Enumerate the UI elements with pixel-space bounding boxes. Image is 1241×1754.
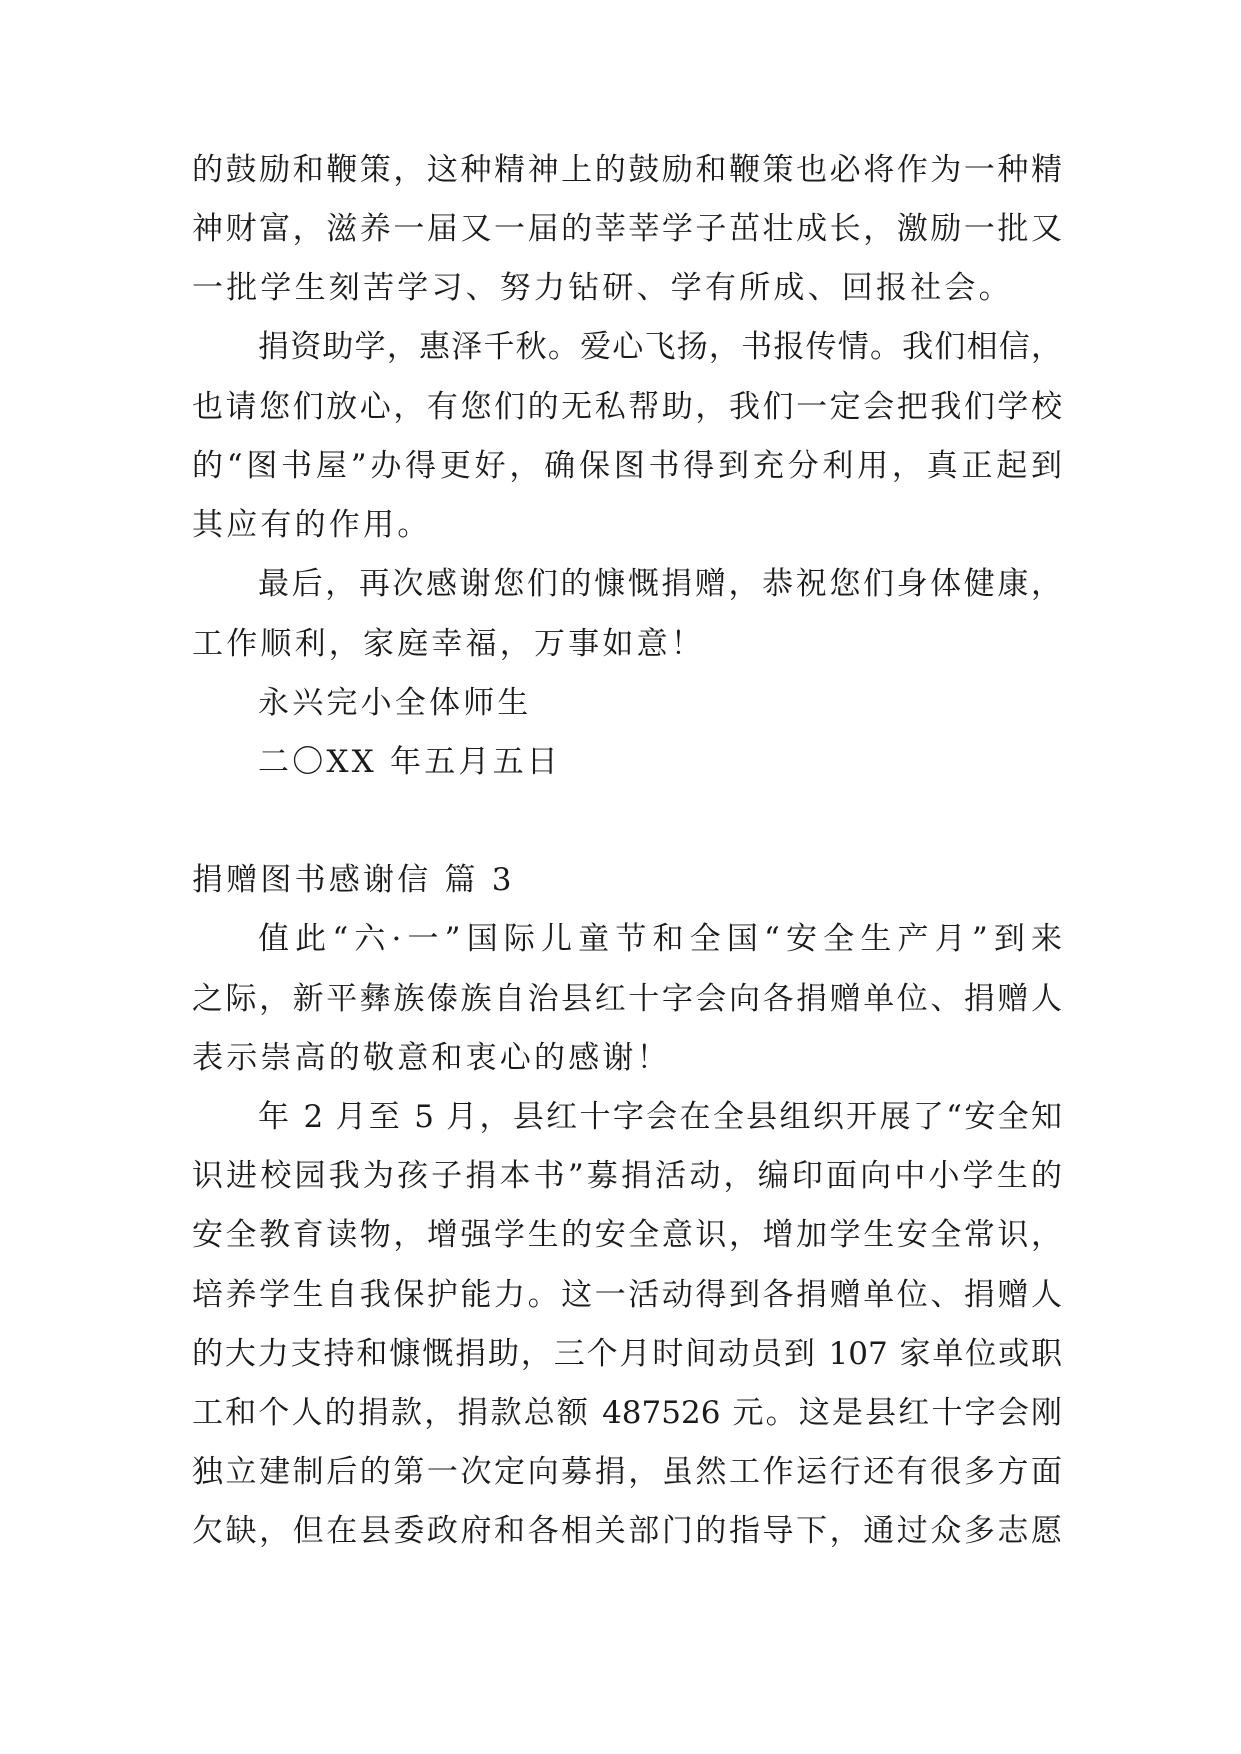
section-heading: 捐赠图书感谢信 篇 3 — [192, 862, 515, 898]
text-line-4: 捐资助学，惠泽千秋。爱心飞扬，书报传情。我们相信， — [258, 329, 1062, 365]
text-line-8: 最后，再次感谢您们的慷慨捐赠，恭祝您们身体健康， — [258, 566, 1062, 602]
text-line-2: 神财富，滋养一届又一届的莘莘学子茁壮成长，激励一批又 — [192, 211, 1062, 247]
text-line-19: 培养学生自我保护能力。这一活动得到各捐赠单位、捐赠人 — [192, 1277, 1062, 1313]
text-line-13: 值此“六·一”国际儿童节和全国“安全生产月”到来 — [258, 921, 1062, 957]
text-line-6: 的“图书屋”办得更好，确保图书得到充分利用，真正起到 — [192, 448, 1062, 484]
text-line-23: 欠缺，但在县委政府和各相关部门的指导下，通过众多志愿 — [192, 1513, 1062, 1549]
text-line-18: 安全教育读物，增强学生的安全意识，增加学生安全常识， — [192, 1217, 1062, 1253]
text-line-9: 工作顺利，家庭幸福，万事如意！ — [192, 626, 705, 662]
text-line-17: 识进校园我为孩子捐本书”募捐活动，编印面向中小学生的 — [192, 1158, 1062, 1194]
text-line-16: 年 2 月至 5 月，县红十字会在全县组织开展了“安全知 — [258, 1099, 1062, 1135]
text-line-20: 的大力支持和慷慨捐助，三个月时间动员到 107 家单位或职 — [192, 1336, 1062, 1372]
text-line-21: 工和个人的捐款，捐款总额 487526 元。这是县红十字会刚 — [192, 1395, 1062, 1431]
text-line-22: 独立建制后的第一次定向募捐，虽然工作运行还有很多方面 — [192, 1454, 1062, 1490]
text-line-7: 其应有的作用。 — [192, 507, 432, 543]
text-line-3: 一批学生刻苦学习、努力钻研、学有所成、回报社会。 — [192, 270, 1013, 306]
text-line-15: 表示崇高的敬意和衷心的感谢！ — [192, 1040, 671, 1076]
text-line-5: 也请您们放心，有您们的无私帮助，我们一定会把我们学校 — [192, 389, 1062, 425]
signature-line: 永兴完小全体师生 — [258, 685, 532, 721]
date-line: 二〇XX 年五月五日 — [258, 744, 561, 780]
text-line-14: 之际，新平彝族傣族自治县红十字会向各捐赠单位、捐赠人 — [192, 981, 1062, 1017]
text-line-1: 的鼓励和鞭策，这种精神上的鼓励和鞭策也必将作为一种精 — [192, 152, 1062, 188]
